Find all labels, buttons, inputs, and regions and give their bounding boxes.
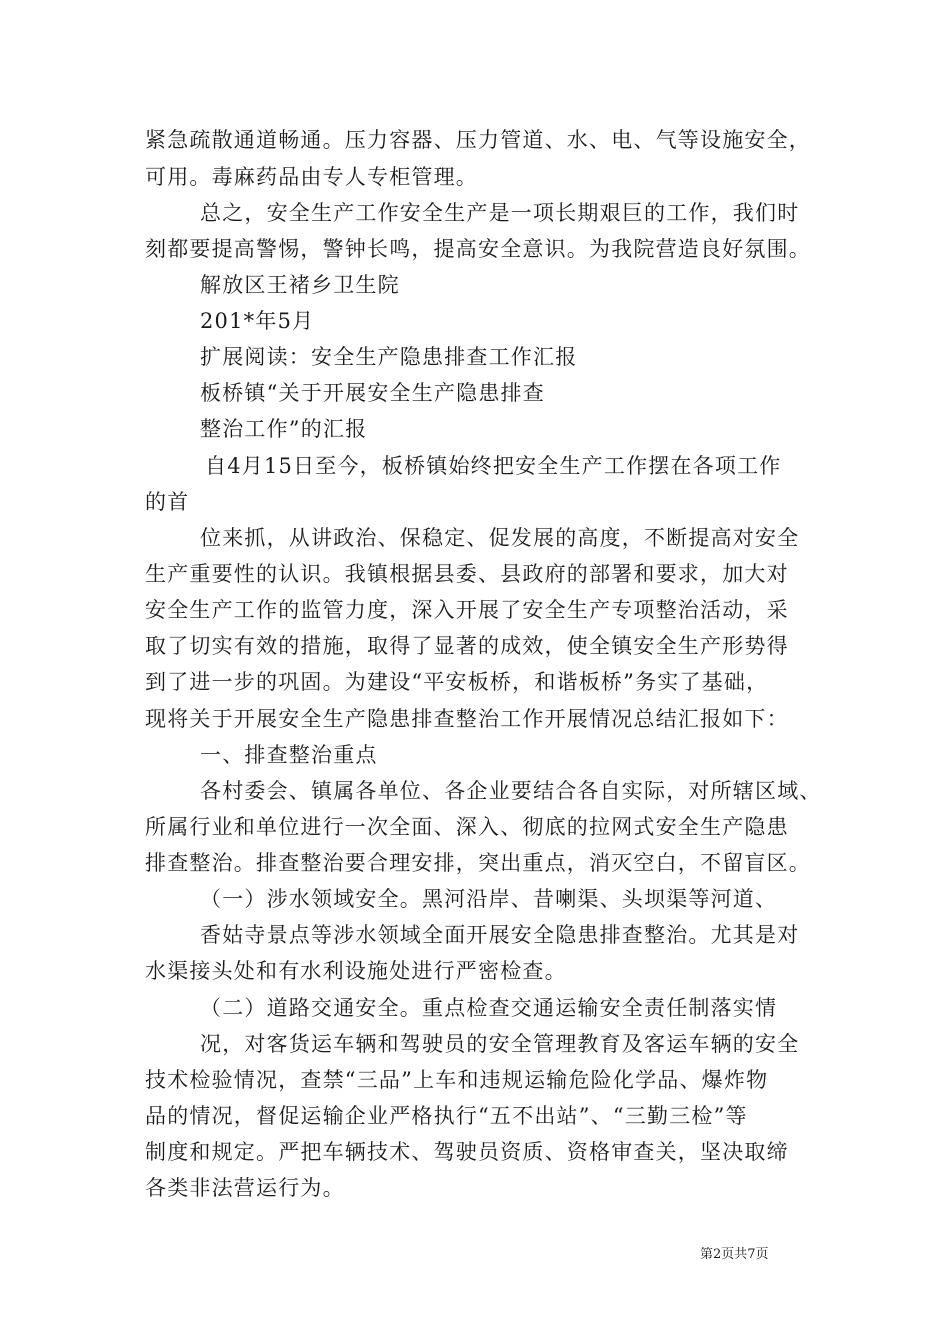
body-line: 安全生产工作的监管力度，深入开展了安全生产专项整治活动，采 — [145, 598, 789, 622]
body-line: 所属行业和单位进行一次全面、深入、彻底的拉网式安全生产隐患 — [145, 815, 789, 839]
body-line: 品的情况，督促运输企业严格执行“五不出站”、“三勤三检”等 — [145, 1104, 748, 1128]
body-line: 排查整治。排查整治要合理安排，突出重点，消灭空白，不留盲区。 — [145, 851, 811, 875]
body-line: 技术检验情况，查禁“三品”上车和违规运输危险化学品、爆炸物 — [145, 1068, 769, 1092]
subsection-heading: （二）道路交通安全。重点检查交通运输安全责任制落实情 — [200, 996, 778, 1020]
body-line: 刻都要提高警惕，警钟长鸣，提高安全意识。为我院营造良好氛围。 — [145, 237, 811, 261]
body-line: 位来抓，从讲政治、保稳定、促发展的高度，不断提高对安全 — [200, 526, 800, 550]
report-title-line-1: 板桥镇“关于开展安全生产隐患排查 — [200, 381, 545, 405]
body-line: 各村委会、镇属各单位、各企业要结合各自实际，对所辖区域、 — [200, 779, 822, 803]
body-line: 紧急疏散通道畅通。压力容器、压力管道、水、电、气等设施安全， — [145, 128, 811, 152]
section-heading: 一、排查整治重点 — [200, 743, 378, 767]
body-line: 现将关于开展安全生产隐患排查整治工作开展情况总结汇报如下： — [145, 707, 789, 731]
page-number: 第2页共7页 — [700, 1247, 769, 1262]
extended-reading-heading: 扩展阅读：安全生产隐患排查工作汇报 — [200, 345, 578, 369]
body-line: 制度和规定。严把车辆技术、驾驶员资质、资格审查关，坚决取缔 — [145, 1140, 789, 1164]
body-line: 取了切实有效的措施，取得了显著的成效，使全镇安全生产形势得 — [145, 634, 789, 658]
subsection-heading: （一）涉水领域安全。黑河沿岸、昔喇渠、头坝渠等河道、 — [200, 887, 778, 911]
body-line: 况，对客货运车辆和驾驶员的安全管理教育及客运车辆的安全 — [200, 1032, 800, 1056]
report-title-line-2: 整治工作”的汇报 — [200, 417, 368, 441]
body-line: 水渠接头处和有水利设施处进行严密检查。 — [145, 959, 567, 983]
body-line: 总之，安全生产工作安全生产是一项长期艰巨的工作，我们时 — [200, 201, 800, 225]
body-line: 自4月15日至今，板桥镇始终把安全生产工作摆在各项工作 — [205, 454, 782, 478]
body-line: 可用。毒麻药品由专人专柜管理。 — [145, 165, 478, 189]
body-line: 到了进一步的巩固。为建设“平安板桥，和谐板桥”务实了基础， — [145, 670, 769, 694]
body-line: 生产重要性的认识。我镇根据县委、县政府的部署和要求，加大对 — [145, 562, 789, 586]
body-line: 的首 — [145, 490, 190, 514]
signature-date: 201*年5月 — [200, 309, 315, 333]
body-line: 香姑寺景点等涉水领域全面开展安全隐患排查整治。尤其是对 — [200, 923, 800, 947]
body-line: 各类非法营运行为。 — [145, 1176, 345, 1200]
signature-org: 解放区王褚乡卫生院 — [200, 273, 400, 297]
